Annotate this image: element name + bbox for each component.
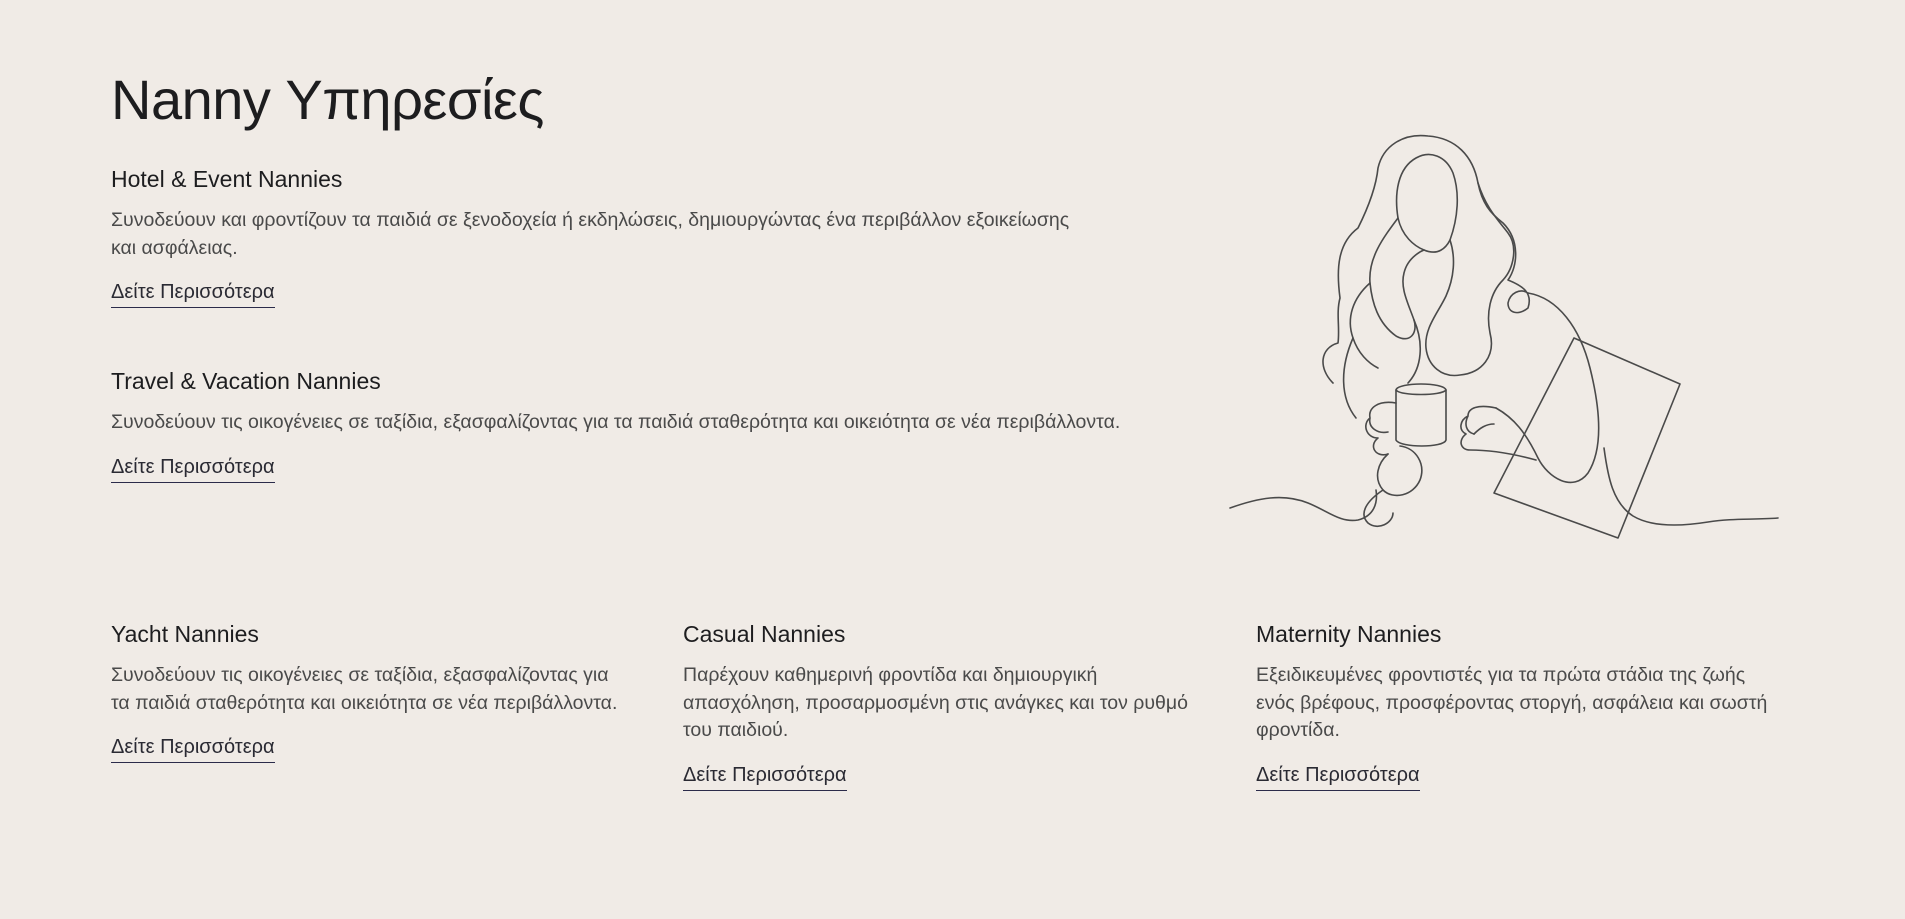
see-more-link[interactable]: Δείτε Περισσότερα [111, 454, 275, 483]
see-more-link[interactable]: Δείτε Περισσότερα [111, 734, 275, 763]
service-casual [683, 620, 1203, 791]
service-title: Casual Nannies [683, 621, 846, 647]
service-title: Maternity Nannies [1256, 621, 1442, 647]
service-title: Hotel & Event Nannies [111, 166, 343, 192]
service-maternity [1256, 620, 1776, 791]
service-travel-vacation [111, 367, 1141, 483]
service-title: Travel & Vacation Nannies [111, 368, 381, 394]
service-description: Συνοδεύουν τις οικογένειες σε ταξίδια, εξασφαλίζοντας για τα παιδιά σταθερότητα και οικειότητα σε νέα περιβάλλοντα. [111, 664, 618, 714]
page-title: Nanny Υπηρεσίες [111, 68, 544, 131]
service-hotel-event [111, 165, 1091, 308]
service-description: Συνοδεύουν τις οικογένειες σε ταξίδια, εξασφαλίζοντας για τα παιδιά σταθερότητα και οικειότητα σε νέα περιβάλλοντα. [111, 411, 1121, 433]
service-description: Συνοδεύουν και φροντίζουν τα παιδιά σε ξενοδοχεία ή εκδηλώσεις, δημιουργώντας ένα περιβάλλον εξοικείωσης και ασφάλειας. [111, 209, 1070, 259]
see-more-link[interactable]: Δείτε Περισσότερα [683, 762, 847, 791]
see-more-link[interactable]: Δείτε Περισσότερα [111, 279, 275, 308]
service-yacht [111, 620, 631, 763]
see-more-link[interactable]: Δείτε Περισσότερα [1256, 762, 1420, 791]
service-description: Εξειδικευμένες φροντιστές για τα πρώτα στάδια της ζωής ενός βρέφους, προσφέροντας στοργή, ασφάλεια και σωστή φροντίδα. [1256, 664, 1768, 741]
woman-with-mug-and-tablet-line-art-icon [1228, 128, 1780, 548]
service-title: Yacht Nannies [111, 621, 259, 647]
service-description: Παρέχουν καθημερινή φροντίδα και δημιουργική απασχόληση, προσαρμοσμένη στις ανάγκες και τον ρυθμό του παιδιού. [683, 664, 1188, 741]
